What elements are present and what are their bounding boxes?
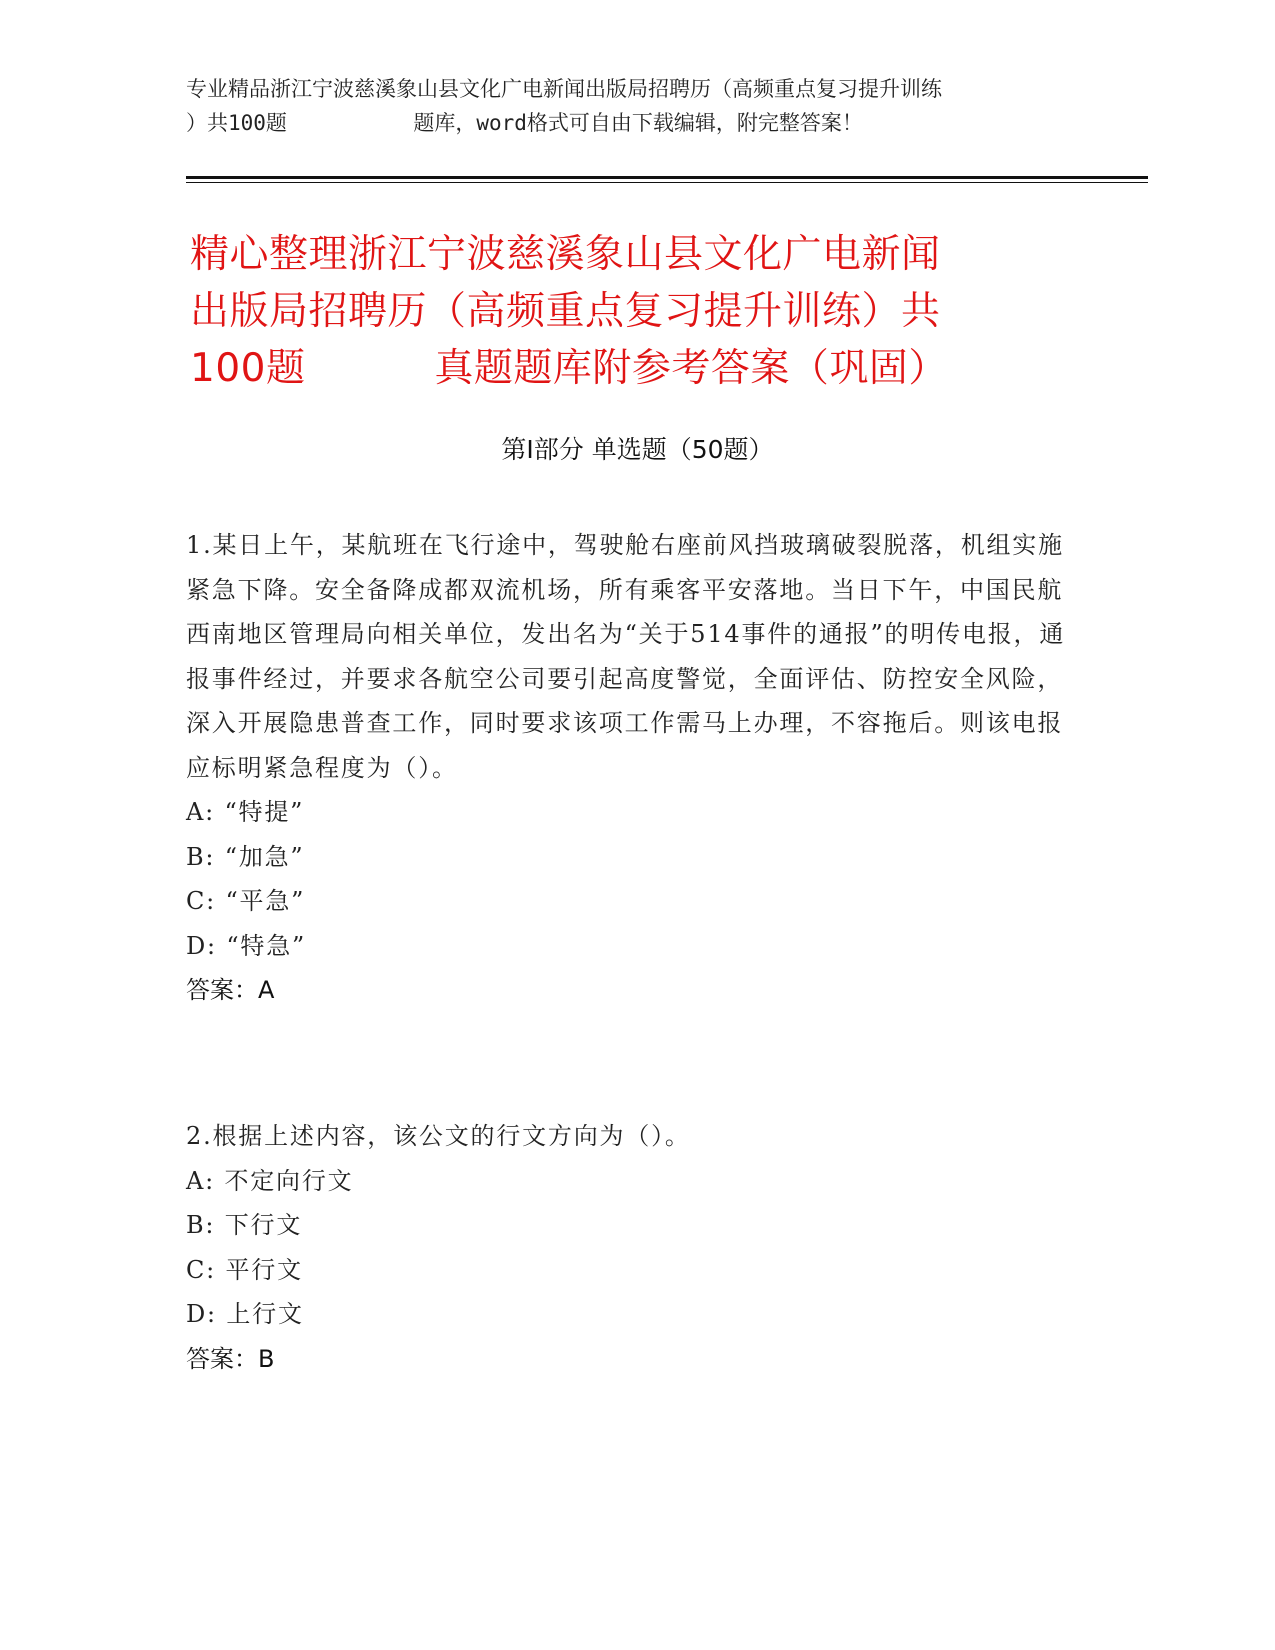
option-d: D: “特急” bbox=[186, 931, 307, 960]
question-stem: 2.根据上述内容，该公文的行文方向为（）。 bbox=[186, 1122, 691, 1150]
header-divider-thick bbox=[186, 176, 1148, 179]
title-line-2: 出版局招聘历（高频重点复习提升训练）共 bbox=[190, 289, 941, 334]
header-line-2: ）共100题 题库，word格式可自由下载编辑，附完整答案！ bbox=[186, 111, 863, 135]
option-c: C: 平行文 bbox=[186, 1255, 303, 1284]
option-c: C: “平急” bbox=[186, 887, 306, 915]
answer-line: 答案：B bbox=[186, 1344, 275, 1373]
option-b: B: 下行文 bbox=[186, 1211, 303, 1239]
document-title bbox=[190, 226, 1090, 397]
option-a: A: 不定向行文 bbox=[186, 1166, 354, 1195]
answer-line: 答案：A bbox=[186, 976, 275, 1004]
option-a: A: “特提” bbox=[186, 798, 305, 826]
title-line-1: 精心整理浙江宁波慈溪象山县文化广电新闻 bbox=[190, 232, 941, 277]
question-stem: 1.某日上午，某航班在飞行途中，驾驶舱右座前风挡玻璃破裂脱落，机组实施紧急下降。安全备降成都双流机场，所有乘客平安落地。当日下午，中国民航西南地区管理局向相关单位，发出名为“关于514事件的通报”的明传电报，通报事件经过，并要求各航空公司要引起高度警觉，全面评估、防控安全风险，深入开展隐患普查工作，同时要求该项工作需马上办理，不容拖后。则该电报应标明紧急程度为（）。 bbox=[186, 531, 1066, 782]
header-divider-thin bbox=[186, 182, 1148, 183]
section-heading: 第Ⅰ部分 单选题（50题） bbox=[501, 435, 774, 464]
document-header bbox=[186, 72, 1086, 140]
question-block bbox=[186, 1114, 1066, 1381]
title-line-3: 100题 真题题库附参考答案（巩固） bbox=[190, 346, 948, 391]
question-block bbox=[186, 523, 1066, 1013]
option-b: B: “加急” bbox=[186, 842, 305, 871]
option-d: D: 上行文 bbox=[186, 1300, 304, 1328]
header-line-1: 专业精品浙江宁波慈溪象山县文化广电新闻出版局招聘历（高频重点复习提升训练 bbox=[186, 77, 942, 101]
